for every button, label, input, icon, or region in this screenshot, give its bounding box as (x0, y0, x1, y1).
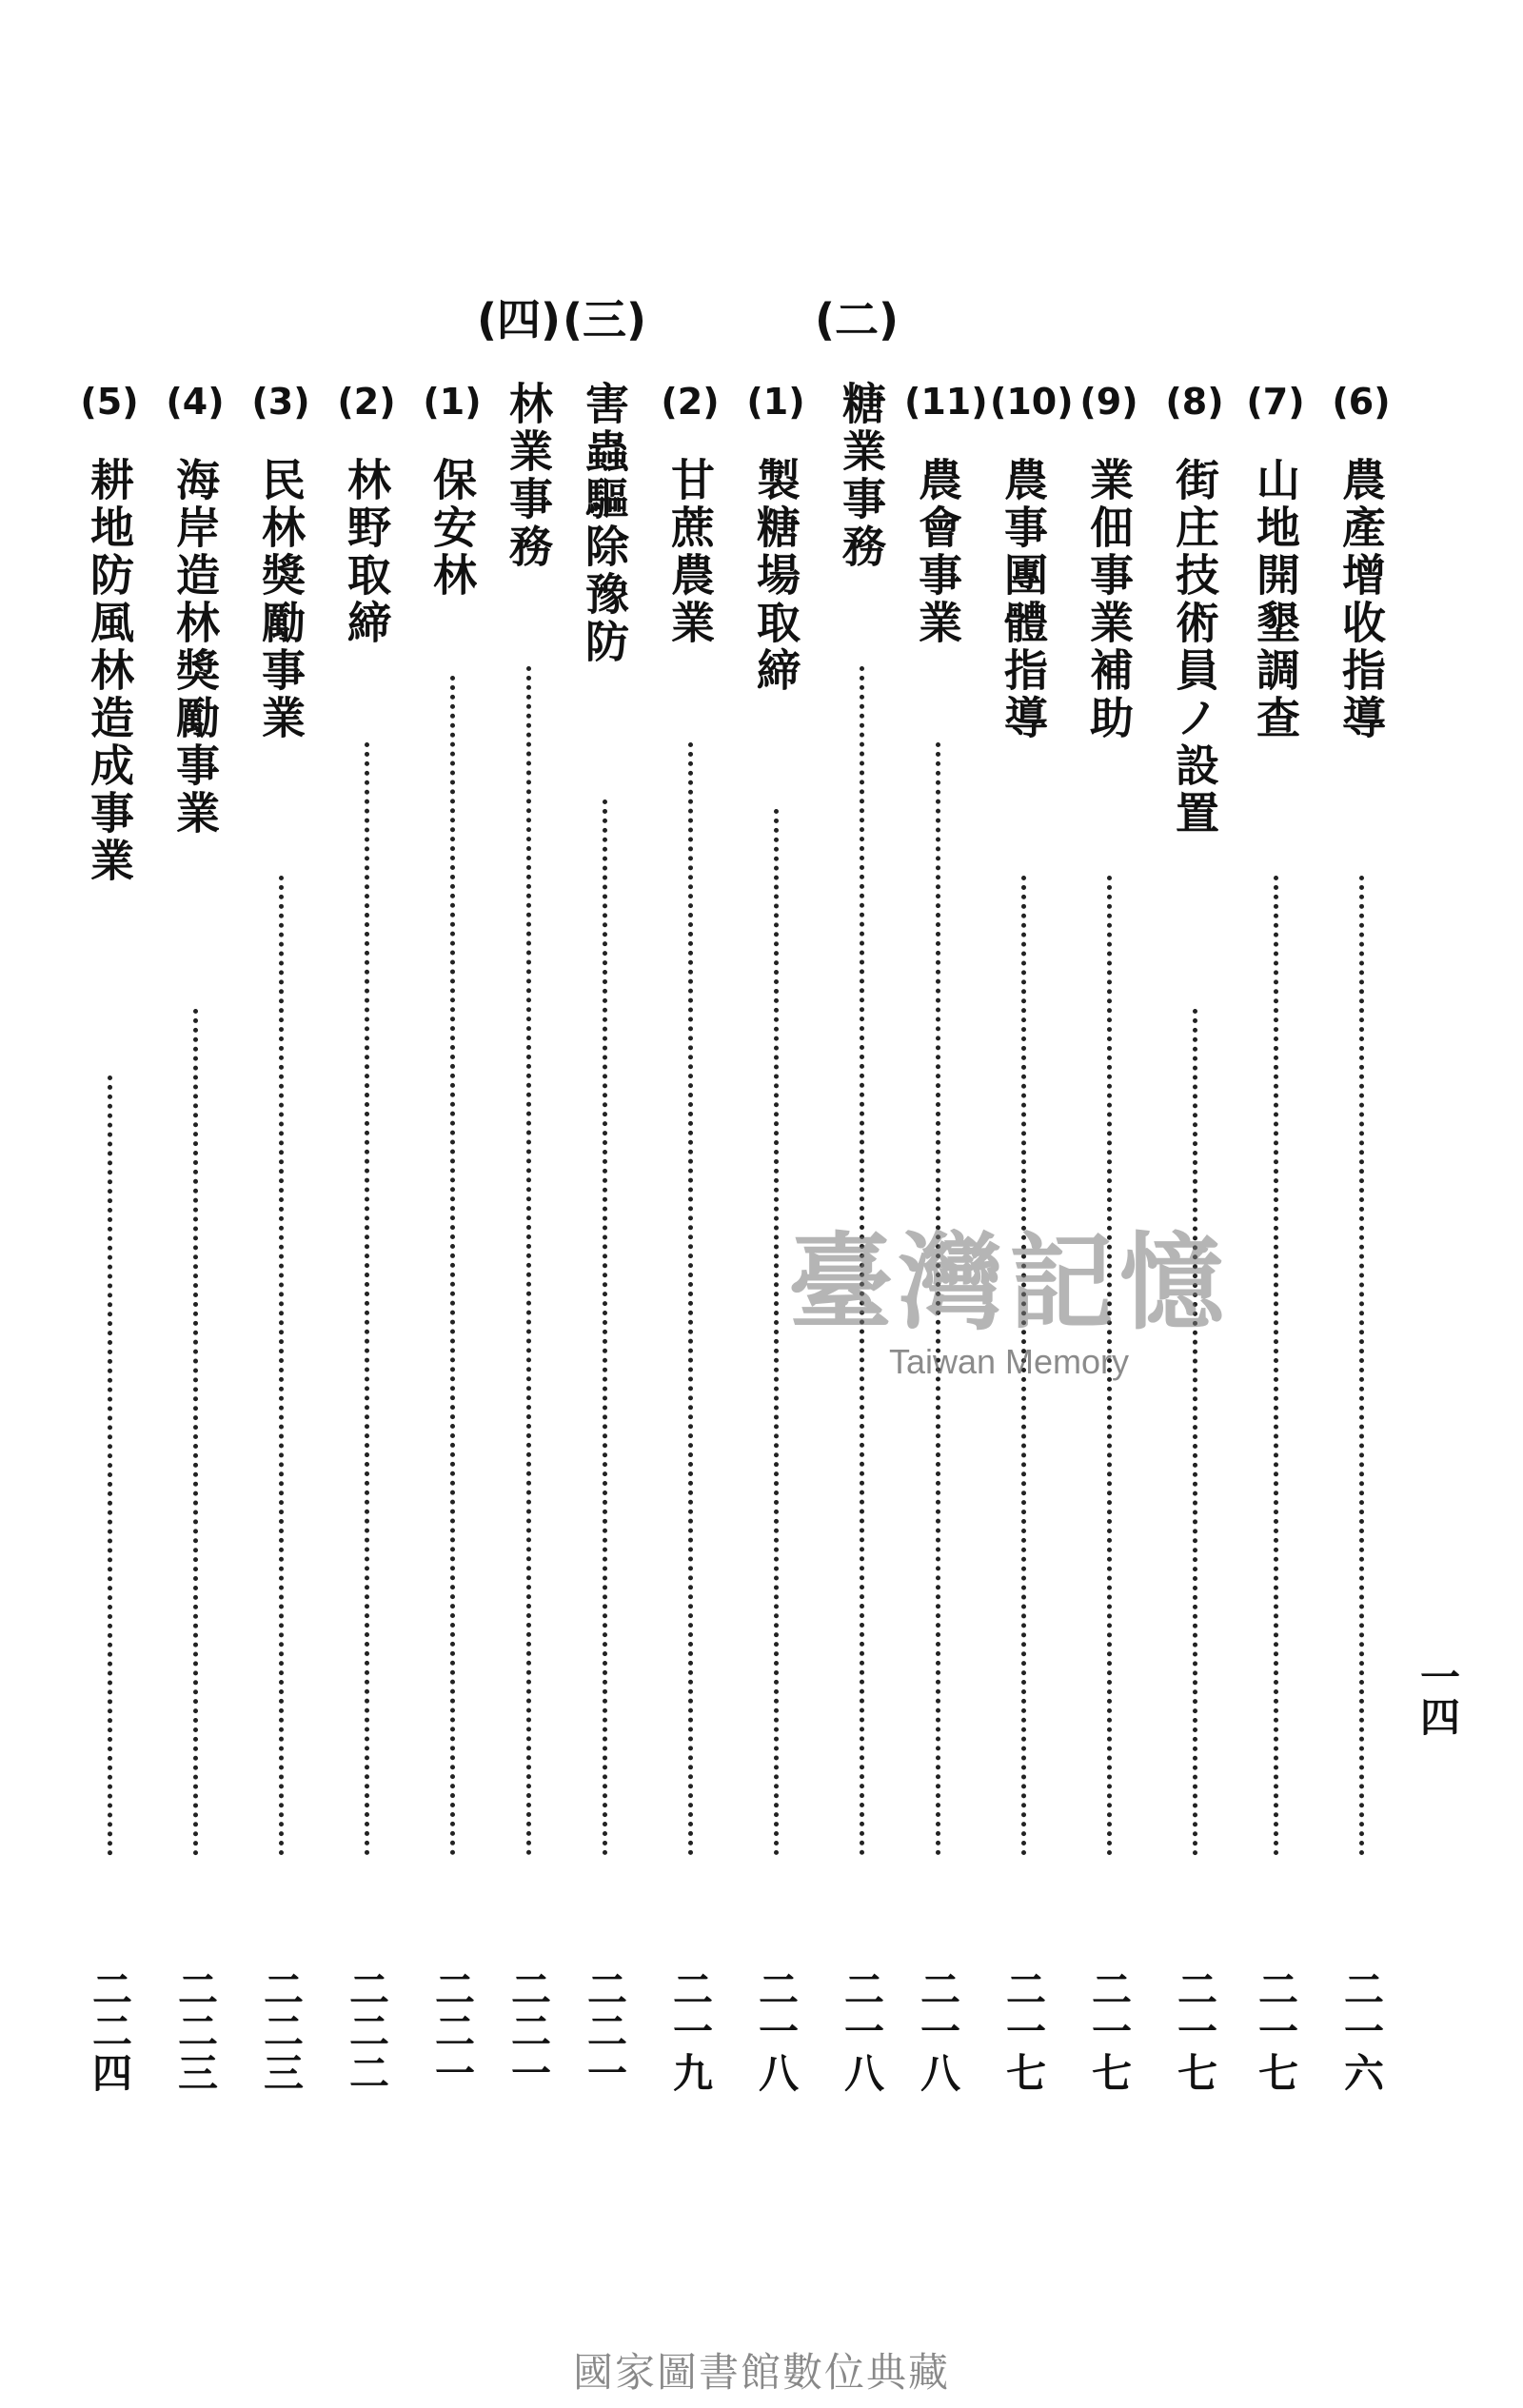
entry-number: (9) (1079, 381, 1138, 423)
leader-dots (1193, 1009, 1197, 1856)
entry-page: 二二四 (87, 1968, 133, 2094)
entry-number: (1) (423, 381, 482, 423)
entry-number: (8) (1165, 381, 1224, 423)
section-heading-3: (三) (562, 294, 647, 345)
entry-title: 農會事業 (912, 457, 963, 647)
entry-title: 林業事務 (503, 381, 554, 571)
entry-page: 二一八 (839, 1968, 885, 2094)
toc-entry (1328, 381, 1394, 2094)
entry-title: 民林獎勵事業 (255, 457, 307, 742)
entry-page: 二二一 (582, 1968, 628, 2094)
watermark-subtitle: Taiwan Memory (888, 1342, 1130, 1381)
section-heading-2: (二) (814, 294, 900, 345)
leader-dots (193, 1009, 198, 1856)
entry-title: 林野取締 (341, 457, 392, 647)
leader-dots (603, 799, 607, 1856)
entry-page: 二一七 (1253, 1968, 1299, 2094)
leader-dots (279, 876, 284, 1856)
entry-page: 二一八 (753, 1968, 800, 2094)
entry-page: 二二一 (505, 1968, 552, 2094)
entry-page: 二一六 (1338, 1968, 1385, 2094)
entry-title: 海岸造林獎勵事業 (169, 457, 221, 838)
toc-entry (247, 381, 314, 2094)
entry-number: (11) (904, 381, 988, 423)
entry-number: (4) (166, 381, 225, 423)
entry-number: (2) (337, 381, 396, 423)
entry-title: 耕地防風林造成事業 (84, 457, 135, 885)
leader-dots (450, 676, 455, 1856)
entry-number: (3) (251, 381, 310, 423)
watermark-title: 臺灣記憶 (788, 1221, 1230, 1344)
entry-number: (10) (990, 381, 1074, 423)
page-number: 一四 (1414, 1656, 1461, 1736)
section-heading-4: (四) (476, 294, 562, 345)
entry-number: (2) (661, 381, 720, 423)
entry-title: 甘蔗農業 (664, 457, 716, 647)
entry-page: 二一九 (667, 1968, 714, 2094)
toc-entry (76, 381, 143, 2094)
entry-title: 害蟲驅除豫防 (579, 381, 630, 666)
entry-page: 二二三 (172, 1968, 219, 2094)
toc-entry (495, 381, 562, 2094)
toc-entry (571, 381, 638, 2094)
entry-page: 二一八 (915, 1968, 961, 2094)
entry-number: (7) (1246, 381, 1305, 423)
toc-entry (657, 381, 723, 2094)
entry-number: (1) (746, 381, 805, 423)
toc-entry (419, 381, 485, 2094)
entry-number: (6) (1332, 381, 1391, 423)
entry-page: 二二二 (344, 1968, 390, 2094)
entry-title: 業佃事業補助 (1083, 457, 1135, 742)
footer-credit: 國家圖書館數位典藏 (572, 2349, 950, 2396)
leader-dots (1359, 876, 1364, 1856)
leader-dots (526, 666, 531, 1856)
entry-title: 製糖場取締 (750, 457, 801, 695)
entry-title: 糖業事務 (836, 381, 887, 571)
entry-title: 街庄技術員ノ設置 (1169, 457, 1220, 838)
entry-title: 農事團體指導 (998, 457, 1049, 742)
entry-page: 二二一 (429, 1968, 476, 2094)
leader-dots (108, 1076, 112, 1856)
entry-page: 二一七 (1172, 1968, 1218, 2094)
leader-dots (365, 742, 369, 1856)
toc-entry (333, 381, 400, 2094)
entry-number: (5) (80, 381, 139, 423)
entry-page: 二二三 (258, 1968, 305, 2094)
entry-page: 二一七 (1000, 1968, 1047, 2094)
watermark (742, 1199, 1276, 1382)
entry-title: 保安林 (426, 457, 478, 600)
toc-entry (162, 381, 228, 2094)
entry-page: 二一七 (1086, 1968, 1133, 2094)
entry-title: 山地開墾調查 (1250, 457, 1301, 742)
leader-dots (688, 742, 693, 1856)
entry-title: 農產增收指導 (1335, 457, 1387, 742)
